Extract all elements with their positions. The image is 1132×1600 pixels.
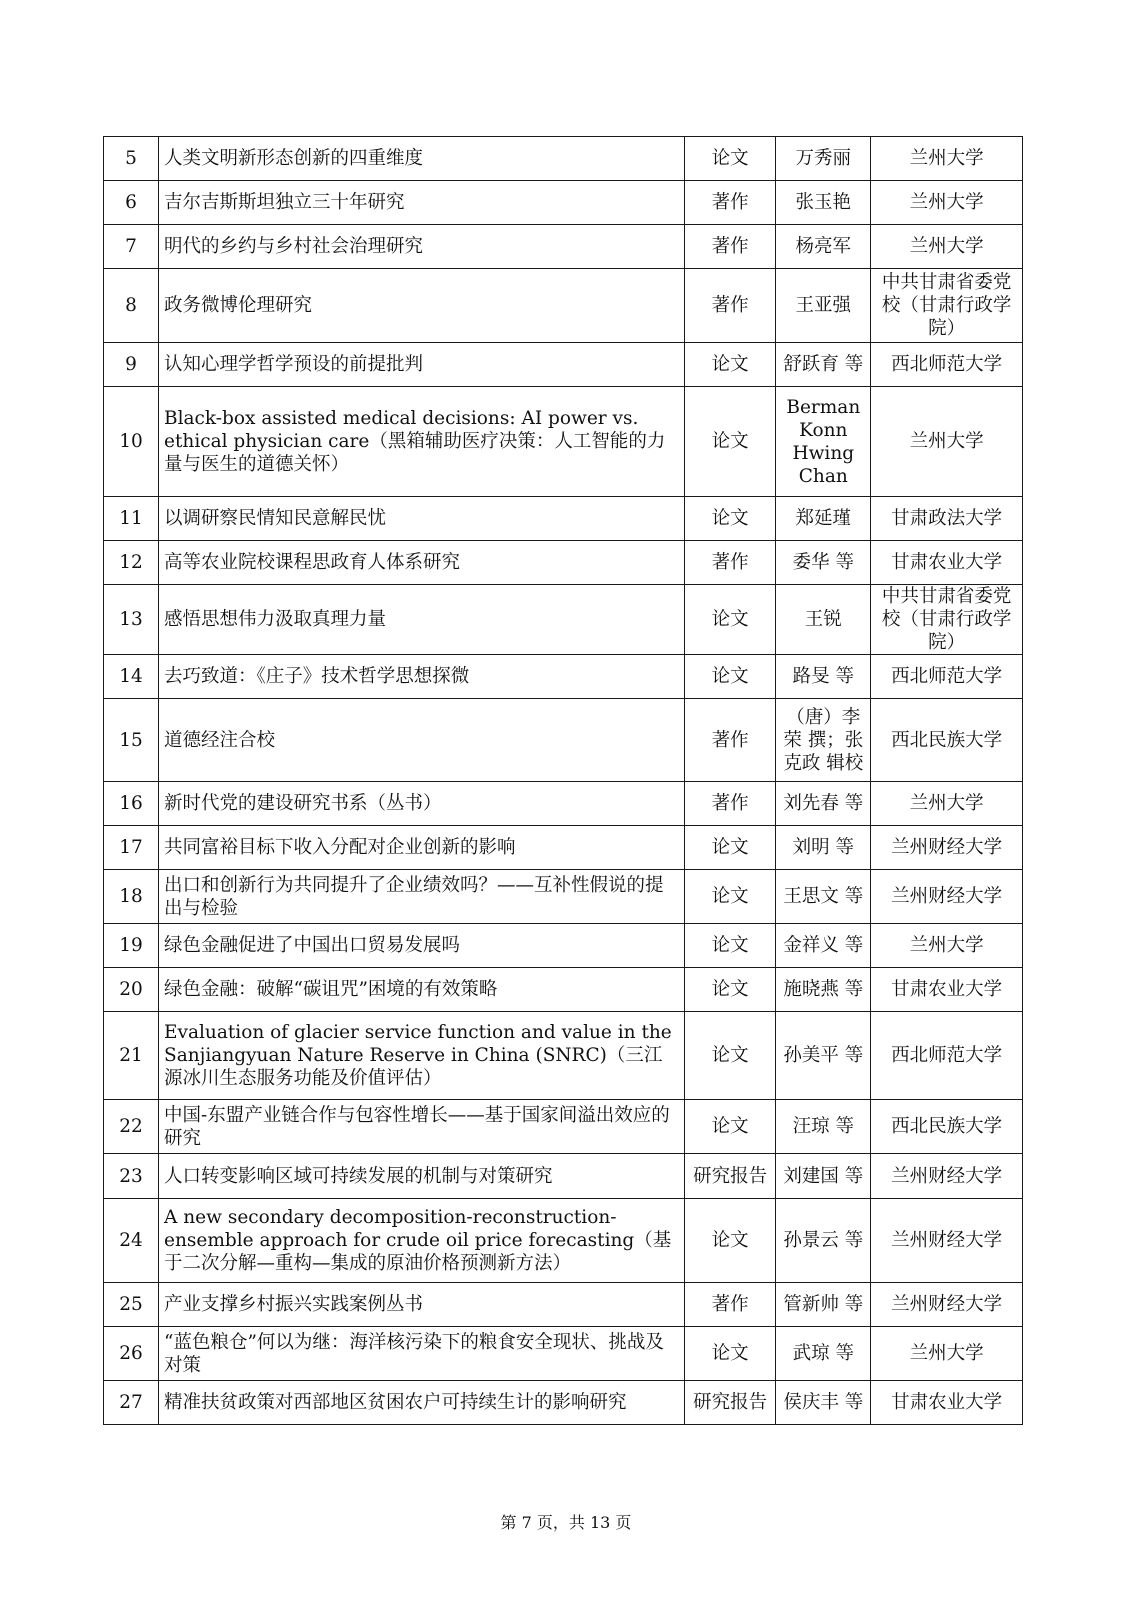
row-number: 14 — [104, 655, 159, 699]
institution: 兰州大学 — [871, 137, 1023, 181]
row-number: 8 — [104, 269, 159, 343]
author: 委华 等 — [776, 541, 871, 585]
achievement-type: 论文 — [684, 1327, 776, 1381]
awards-table — [103, 136, 1023, 1425]
author: 刘明 等 — [776, 826, 871, 870]
achievement-title: 去巧致道：《庄子》技术哲学思想探微 — [159, 655, 685, 699]
table-row — [104, 968, 1023, 1012]
achievement-title: 道德经注合校 — [159, 699, 685, 782]
author: 侯庆丰 等 — [776, 1381, 871, 1425]
achievement-type: 论文 — [684, 655, 776, 699]
row-number: 19 — [104, 924, 159, 968]
achievement-title: 感悟思想伟力汲取真理力量 — [159, 585, 685, 655]
row-number: 25 — [104, 1283, 159, 1327]
author: 管新帅 等 — [776, 1283, 871, 1327]
table-row — [104, 826, 1023, 870]
author: 路旻 等 — [776, 655, 871, 699]
achievement-type: 著作 — [684, 699, 776, 782]
table-row — [104, 655, 1023, 699]
achievement-type: 论文 — [684, 870, 776, 924]
achievement-title: “蓝色粮仓”何以为继：海洋核污染下的粮食安全现状、挑战及对策 — [159, 1327, 685, 1381]
institution: 西北师范大学 — [871, 655, 1023, 699]
author: Berman Konn Hwing Chan — [776, 387, 871, 497]
achievement-title: 明代的乡约与乡村社会治理研究 — [159, 225, 685, 269]
table-row — [104, 1012, 1023, 1100]
row-number: 18 — [104, 870, 159, 924]
achievement-type: 论文 — [684, 1100, 776, 1154]
author: 王思文 等 — [776, 870, 871, 924]
row-number: 15 — [104, 699, 159, 782]
institution: 西北师范大学 — [871, 1012, 1023, 1100]
achievement-title: 政务微博伦理研究 — [159, 269, 685, 343]
achievement-type: 论文 — [684, 968, 776, 1012]
achievement-type: 著作 — [684, 269, 776, 343]
achievement-type: 论文 — [684, 924, 776, 968]
achievement-title: 新时代党的建设研究书系（丛书） — [159, 782, 685, 826]
achievement-title: 出口和创新行为共同提升了企业绩效吗？——互补性假说的提出与检验 — [159, 870, 685, 924]
table-row — [104, 225, 1023, 269]
table-row — [104, 585, 1023, 655]
author: 孙景云 等 — [776, 1199, 871, 1283]
achievement-type: 论文 — [684, 137, 776, 181]
achievement-title: 人类文明新形态创新的四重维度 — [159, 137, 685, 181]
author: 张玉艳 — [776, 181, 871, 225]
achievement-title: Black-box assisted medical decisions: AI power vs. ethical physician care（黑箱辅助医疗决策：人工智能的力量与医生的道德关怀） — [159, 387, 685, 497]
table-row — [104, 1199, 1023, 1283]
table-row — [104, 1100, 1023, 1154]
author: （唐）李荣 撰；张克政 辑校 — [776, 699, 871, 782]
achievement-type: 著作 — [684, 782, 776, 826]
institution: 兰州财经大学 — [871, 870, 1023, 924]
table-row — [104, 699, 1023, 782]
achievement-type: 论文 — [684, 1012, 776, 1100]
row-number: 22 — [104, 1100, 159, 1154]
table-row — [104, 1381, 1023, 1425]
achievement-type: 著作 — [684, 1283, 776, 1327]
institution: 西北民族大学 — [871, 1100, 1023, 1154]
author: 刘建国 等 — [776, 1154, 871, 1199]
author: 万秀丽 — [776, 137, 871, 181]
achievement-type: 论文 — [684, 1199, 776, 1283]
institution: 西北民族大学 — [871, 699, 1023, 782]
institution: 甘肃农业大学 — [871, 1381, 1023, 1425]
achievement-type: 著作 — [684, 225, 776, 269]
author: 王锐 — [776, 585, 871, 655]
table-row — [104, 343, 1023, 387]
achievement-type: 论文 — [684, 826, 776, 870]
achievement-title: 中国-东盟产业链合作与包容性增长——基于国家间溢出效应的研究 — [159, 1100, 685, 1154]
achievement-type: 研究报告 — [684, 1381, 776, 1425]
achievement-title: 吉尔吉斯斯坦独立三十年研究 — [159, 181, 685, 225]
table-row — [104, 1154, 1023, 1199]
achievement-title: 以调研察民情知民意解民忧 — [159, 497, 685, 541]
row-number: 16 — [104, 782, 159, 826]
institution: 兰州财经大学 — [871, 1283, 1023, 1327]
author: 郑延瑾 — [776, 497, 871, 541]
institution: 中共甘肃省委党校（甘肃行政学院） — [871, 269, 1023, 343]
institution: 甘肃政法大学 — [871, 497, 1023, 541]
institution: 兰州大学 — [871, 924, 1023, 968]
table-row — [104, 387, 1023, 497]
author: 武琼 等 — [776, 1327, 871, 1381]
achievement-title: 绿色金融：破解“碳诅咒”困境的有效策略 — [159, 968, 685, 1012]
row-number: 26 — [104, 1327, 159, 1381]
achievement-type: 论文 — [684, 497, 776, 541]
achievement-title: 产业支撑乡村振兴实践案例丛书 — [159, 1283, 685, 1327]
author: 杨亮军 — [776, 225, 871, 269]
author: 汪琼 等 — [776, 1100, 871, 1154]
achievement-title: A new secondary decomposition-reconstruction-ensemble approach for crude oil price forecasting（基于二次分解—重构—集成的原油价格预测新方法） — [159, 1199, 685, 1283]
institution: 兰州大学 — [871, 1327, 1023, 1381]
row-number: 12 — [104, 541, 159, 585]
page-footer: 第 7 页，共 13 页 — [500, 1513, 632, 1532]
table-row — [104, 870, 1023, 924]
row-number: 5 — [104, 137, 159, 181]
achievement-title: 认知心理学哲学预设的前提批判 — [159, 343, 685, 387]
achievement-title: 高等农业院校课程思政育人体系研究 — [159, 541, 685, 585]
institution: 兰州大学 — [871, 387, 1023, 497]
row-number: 23 — [104, 1154, 159, 1199]
table-row — [104, 924, 1023, 968]
row-number: 17 — [104, 826, 159, 870]
row-number: 9 — [104, 343, 159, 387]
row-number: 24 — [104, 1199, 159, 1283]
author: 王亚强 — [776, 269, 871, 343]
author: 孙美平 等 — [776, 1012, 871, 1100]
row-number: 20 — [104, 968, 159, 1012]
institution: 甘肃农业大学 — [871, 541, 1023, 585]
table-row — [104, 269, 1023, 343]
achievement-type: 论文 — [684, 387, 776, 497]
table-row — [104, 181, 1023, 225]
institution: 甘肃农业大学 — [871, 968, 1023, 1012]
row-number: 6 — [104, 181, 159, 225]
achievement-type: 论文 — [684, 585, 776, 655]
achievement-title: 共同富裕目标下收入分配对企业创新的影响 — [159, 826, 685, 870]
institution: 兰州大学 — [871, 181, 1023, 225]
table-row — [104, 137, 1023, 181]
achievement-title: 人口转变影响区域可持续发展的机制与对策研究 — [159, 1154, 685, 1199]
author: 舒跃育 等 — [776, 343, 871, 387]
row-number: 27 — [104, 1381, 159, 1425]
achievement-type: 著作 — [684, 181, 776, 225]
row-number: 13 — [104, 585, 159, 655]
row-number: 7 — [104, 225, 159, 269]
row-number: 10 — [104, 387, 159, 497]
institution: 兰州大学 — [871, 782, 1023, 826]
institution: 兰州大学 — [871, 225, 1023, 269]
achievement-title: 绿色金融促进了中国出口贸易发展吗 — [159, 924, 685, 968]
institution: 西北师范大学 — [871, 343, 1023, 387]
table-row — [104, 782, 1023, 826]
table-row — [104, 497, 1023, 541]
achievement-type: 著作 — [684, 541, 776, 585]
institution: 兰州财经大学 — [871, 826, 1023, 870]
table-row — [104, 1283, 1023, 1327]
institution: 中共甘肃省委党校（甘肃行政学院） — [871, 585, 1023, 655]
achievement-type: 研究报告 — [684, 1154, 776, 1199]
institution: 兰州财经大学 — [871, 1199, 1023, 1283]
author: 施晓燕 等 — [776, 968, 871, 1012]
row-number: 21 — [104, 1012, 159, 1100]
institution: 兰州财经大学 — [871, 1154, 1023, 1199]
achievement-title: Evaluation of glacier service function and value in the Sanjiangyuan Nature Reserve in China (SNRC)（三江源冰川生态服务功能及价值评估） — [159, 1012, 685, 1100]
author: 金祥义 等 — [776, 924, 871, 968]
table-row — [104, 541, 1023, 585]
achievement-type: 论文 — [684, 343, 776, 387]
achievement-title: 精准扶贫政策对西部地区贫困农户可持续生计的影响研究 — [159, 1381, 685, 1425]
row-number: 11 — [104, 497, 159, 541]
table-row — [104, 1327, 1023, 1381]
author: 刘先春 等 — [776, 782, 871, 826]
